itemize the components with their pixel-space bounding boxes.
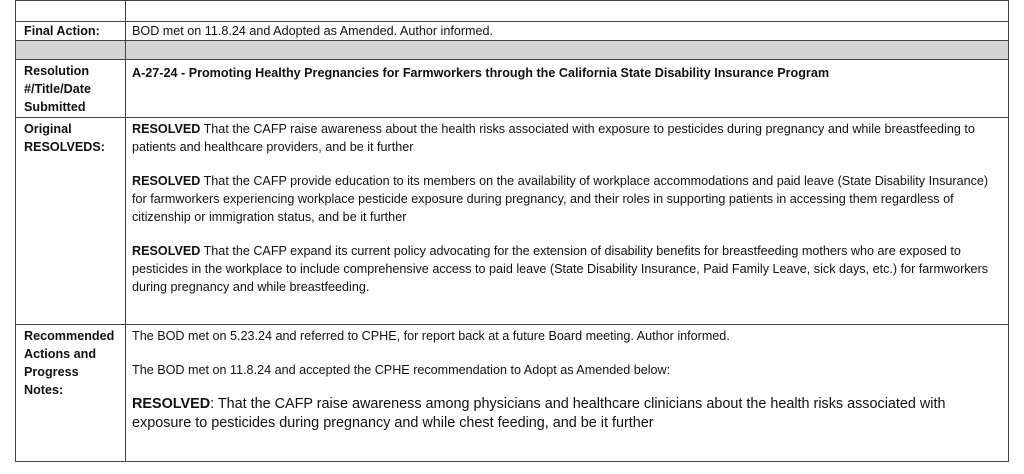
separator-cell — [16, 41, 126, 60]
table-row-final-action — [16, 22, 1009, 41]
separator-cell — [126, 41, 1009, 60]
resolved-text: That the CAFP raise awareness about the health risks associated with exposure to pesticides during pregnancy and while breastfeeding to patients and healthcare providers, and be it further — [132, 122, 975, 154]
amended-resolved — [132, 395, 1002, 433]
table-row-original-resolveds — [16, 118, 1009, 325]
progress-note-2: The BOD met on 11.8.24 and accepted the CPHE recommendation to Adopt as Amended below: — [132, 363, 671, 377]
progress-note-1: The BOD met on 5.23.24 and referred to CPHE, for report back at a future Board meeting. Author informed. — [132, 329, 730, 343]
resolved-keyword: RESOLVED — [132, 396, 211, 412]
resolution-document — [15, 0, 1008, 462]
original-resolved-2 — [132, 172, 1002, 226]
resolution-label: Resolution #/Title/Date Submitted — [16, 60, 126, 118]
resolution-table — [15, 0, 1009, 462]
final-action-text: BOD met on 11.8.24 and Adopted as Amended. Author informed. — [126, 22, 1009, 41]
resolved-text: That the CAFP provide education to its members on the availability of workplace accommodations and paid leave (State Disability Insurance) for farmworkers experiencing workplace pesticide exposure during pregnancy, and their roles in supporting patients in accessing them regardless of citizenship or immigration status, and be it further — [132, 174, 989, 224]
empty-cell — [126, 1, 1009, 22]
table-row-resolution — [16, 60, 1009, 118]
original-resolved-3 — [132, 242, 1002, 296]
original-resolved-1 — [132, 120, 1002, 156]
recommended-label: Recommended Actions and Progress Notes: — [16, 325, 126, 462]
recommended-cell — [126, 325, 1009, 462]
original-label: Original RESOLVEDS: — [16, 118, 126, 325]
final-action-label: Final Action: — [16, 22, 126, 41]
resolution-title: A-27-24 - Promoting Healthy Pregnancies for Farmworkers through the California State Disability Insurance Program — [132, 66, 830, 80]
table-row-separator — [16, 41, 1009, 60]
original-resolveds-cell — [126, 118, 1009, 325]
resolved-keyword: RESOLVED — [132, 244, 201, 258]
resolved-text: That the CAFP expand its current policy advocating for the extension of disability benefits for breastfeeding mothers who are exposed to pesticides in the workplace to include comprehensive access to paid leave (State Disability Insurance, Paid Family Leave, sick days, etc.) for farmworkers during pregnancy and while breastfeeding. — [132, 244, 989, 294]
resolved-keyword: RESOLVED — [132, 122, 201, 136]
resolved-keyword: RESOLVED — [132, 174, 201, 188]
amended-resolved-text: : That the CAFP raise awareness among physicians and healthcare clinicians about the health risks associated with exposure to pesticides during pregnancy and while chest feeding, and be it further — [132, 396, 946, 431]
table-row-top-empty — [16, 1, 1009, 22]
empty-cell — [16, 1, 126, 22]
table-row-recommended-actions — [16, 325, 1009, 462]
